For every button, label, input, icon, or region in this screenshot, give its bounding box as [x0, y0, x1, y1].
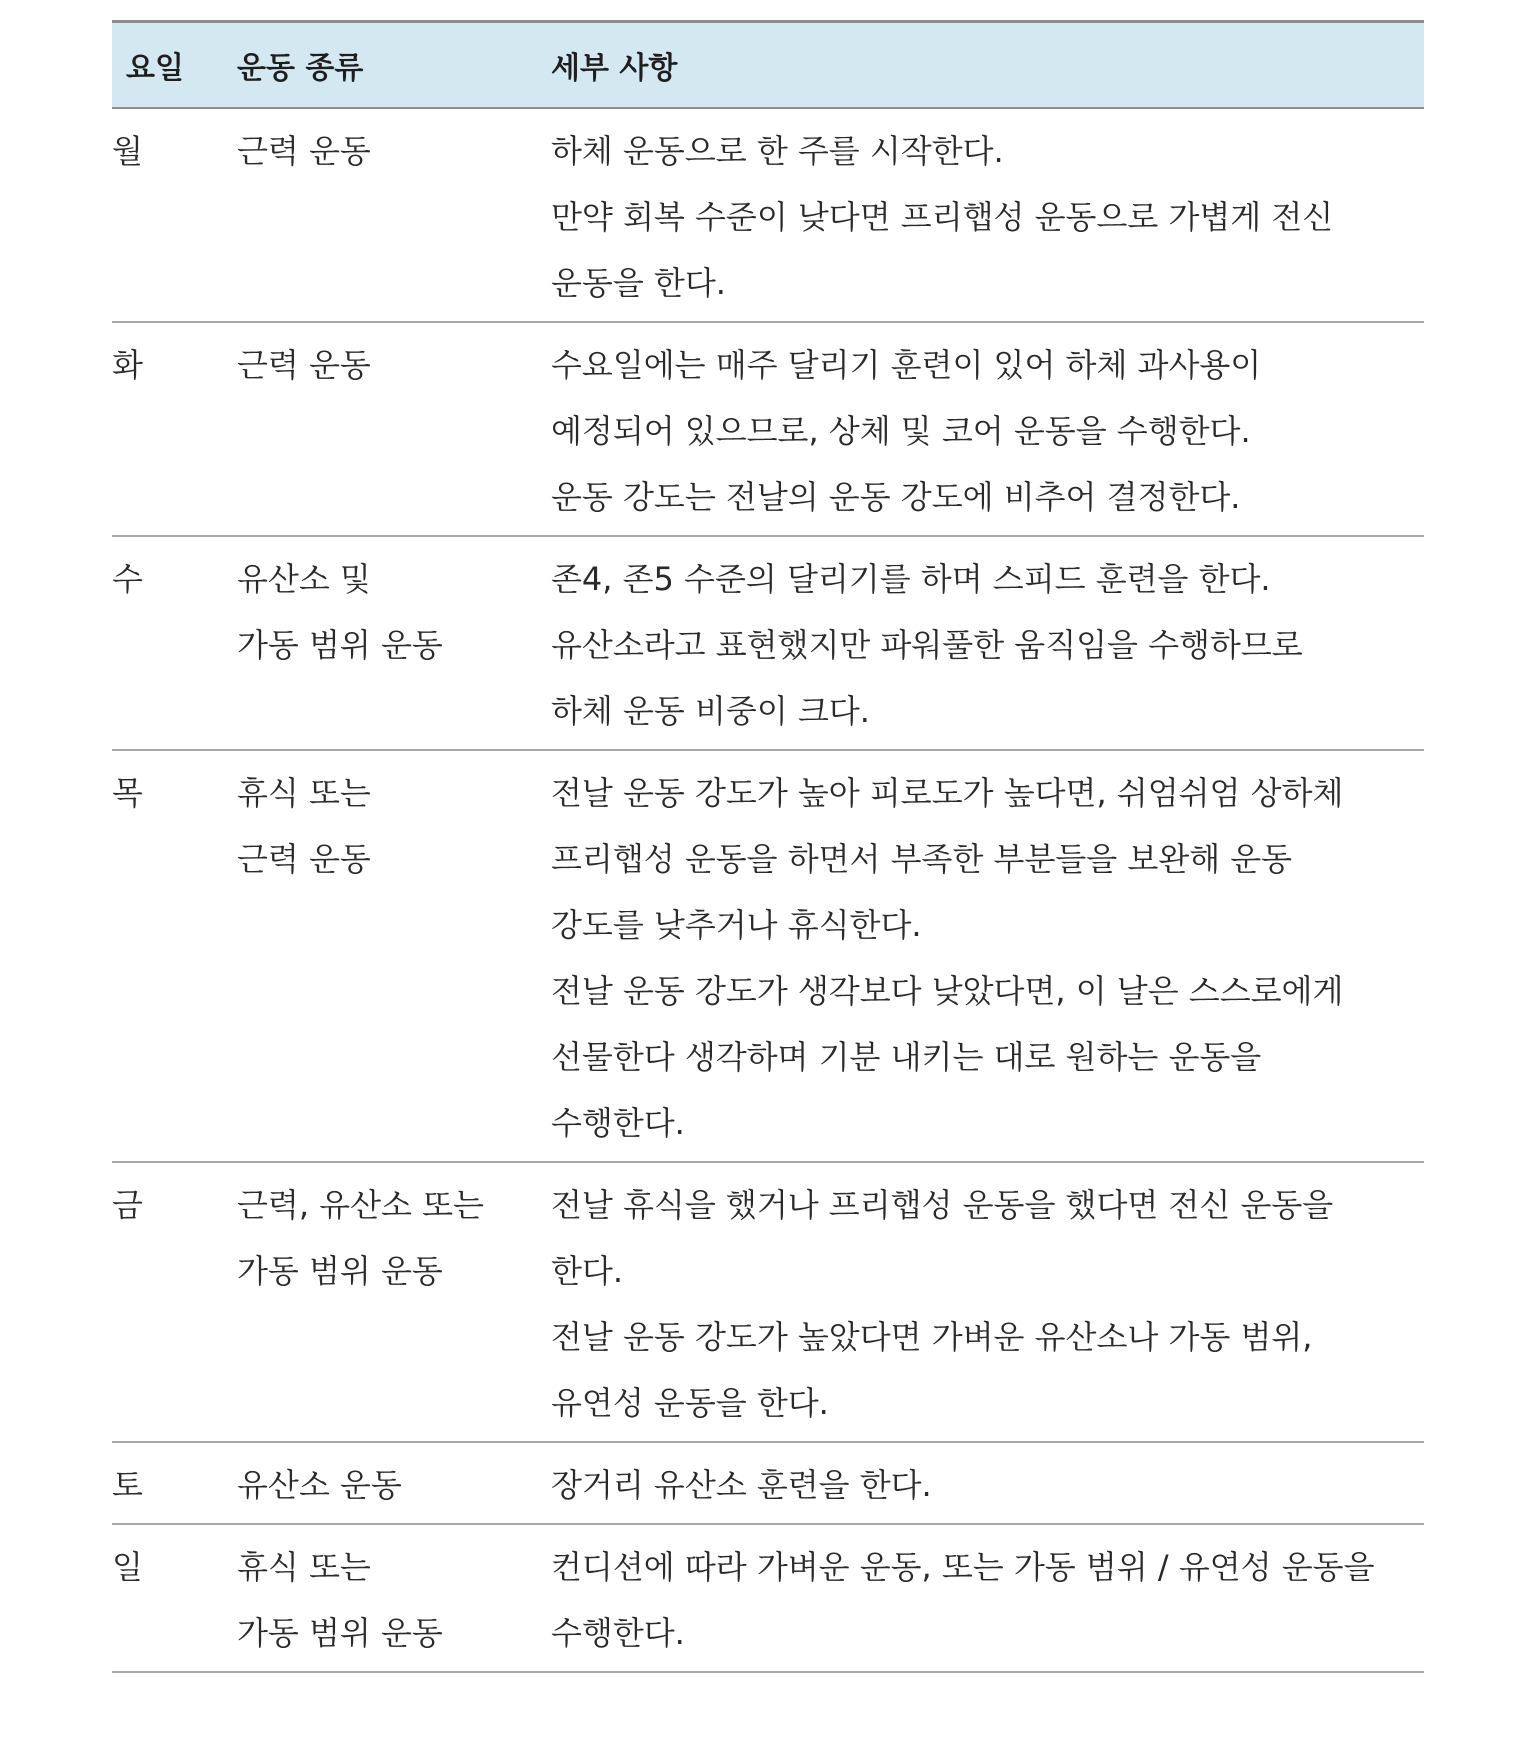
detail-line: 프리햅성 운동을 하면서 부족한 부분들을 보완해 운동: [551, 840, 1293, 878]
detail-line: 운동 강도는 전날의 운동 강도에 비추어 결정한다.: [551, 478, 1241, 516]
detail-line: 예정되어 있으므로, 상체 및 코어 운동을 수행한다.: [551, 412, 1251, 450]
exercise-type-line: 근력 운동: [237, 346, 371, 384]
exercise-type-cell: [237, 108, 551, 322]
exercise-type-line: 근력 운동: [237, 132, 371, 170]
table-row: [112, 322, 1424, 536]
exercise-type-line: 근력, 유산소 또는: [237, 1186, 484, 1224]
exercise-type-cell: [237, 536, 551, 750]
header-exercise-type: 운동 종류: [237, 22, 551, 109]
exercise-type-line: 휴식 또는: [237, 1548, 371, 1586]
detail-line: 전날 운동 강도가 높아 피로도가 높다면, 쉬엄쉬엄 상하체: [551, 774, 1344, 812]
day-label: 일: [112, 1548, 143, 1586]
detail-cell: [551, 1442, 1424, 1524]
exercise-type-line: 가동 범위 운동: [237, 1252, 443, 1290]
day-label: 수: [112, 560, 143, 598]
detail-line: 하체 운동 비중이 크다.: [551, 692, 870, 730]
detail-line: 존4, 존5 수준의 달리기를 하며 스피드 훈련을 한다.: [551, 560, 1271, 598]
detail-cell: [551, 322, 1424, 536]
detail-line: 수요일에는 매주 달리기 훈련이 있어 하체 과사용이: [551, 346, 1262, 384]
table-row: [112, 1442, 1424, 1524]
detail-line: 컨디션에 따라 가벼운 운동, 또는 가동 범위 / 유연성 운동을: [551, 1548, 1375, 1586]
header-details: 세부 사항: [551, 22, 1424, 109]
exercise-type-line: 유산소 및: [237, 560, 371, 598]
exercise-type-cell: [237, 750, 551, 1162]
weekly-workout-table: [112, 20, 1424, 1673]
day-cell: [112, 108, 237, 322]
detail-line: 수행한다.: [551, 1614, 685, 1652]
exercise-type-cell: [237, 1442, 551, 1524]
detail-line: 전날 운동 강도가 생각보다 낮았다면, 이 날은 스스로에게: [551, 972, 1344, 1010]
detail-line: 장거리 유산소 훈련을 한다.: [551, 1466, 932, 1504]
exercise-type-line: 유산소 운동: [237, 1466, 402, 1504]
exercise-type-line: 가동 범위 운동: [237, 626, 443, 664]
day-label: 목: [112, 774, 143, 812]
exercise-type-line: 근력 운동: [237, 840, 371, 878]
detail-line: 전날 휴식을 했거나 프리햅성 운동을 했다면 전신 운동을: [551, 1186, 1334, 1224]
day-label: 토: [112, 1466, 143, 1504]
detail-line: 전날 운동 강도가 높았다면 가벼운 유산소나 가동 범위,: [551, 1318, 1313, 1356]
day-cell: [112, 1442, 237, 1524]
detail-line: 선물한다 생각하며 기분 내키는 대로 원하는 운동을: [551, 1038, 1262, 1076]
table-row: [112, 1162, 1424, 1442]
exercise-type-cell: [237, 322, 551, 536]
exercise-type-cell: [237, 1524, 551, 1672]
detail-line: 한다.: [551, 1252, 623, 1290]
detail-line: 하체 운동으로 한 주를 시작한다.: [551, 132, 1004, 170]
detail-cell: [551, 1524, 1424, 1672]
table-header: [112, 22, 1424, 109]
header-day: 요일: [112, 22, 237, 109]
table-row: [112, 108, 1424, 322]
detail-line: 강도를 낮추거나 휴식한다.: [551, 906, 922, 944]
detail-line: 유산소라고 표현했지만 파워풀한 움직임을 수행하므로: [551, 626, 1303, 664]
day-cell: [112, 322, 237, 536]
header-row: [112, 22, 1424, 109]
table-row: [112, 536, 1424, 750]
day-label: 화: [112, 346, 143, 384]
exercise-type-line: 가동 범위 운동: [237, 1614, 443, 1652]
detail-cell: [551, 750, 1424, 1162]
exercise-type-cell: [237, 1162, 551, 1442]
day-label: 월: [112, 132, 143, 170]
detail-line: 유연성 운동을 한다.: [551, 1384, 829, 1422]
day-cell: [112, 1162, 237, 1442]
day-cell: [112, 1524, 237, 1672]
day-cell: [112, 750, 237, 1162]
detail-cell: [551, 1162, 1424, 1442]
exercise-type-line: 휴식 또는: [237, 774, 371, 812]
table-row: [112, 750, 1424, 1162]
day-cell: [112, 536, 237, 750]
table-body: [112, 108, 1424, 1672]
detail-line: 운동을 한다.: [551, 264, 726, 302]
table-row: [112, 1524, 1424, 1672]
detail-cell: [551, 536, 1424, 750]
detail-line: 수행한다.: [551, 1104, 685, 1142]
detail-cell: [551, 108, 1424, 322]
detail-line: 만약 회복 수준이 낮다면 프리햅성 운동으로 가볍게 전신: [551, 198, 1334, 236]
day-label: 금: [112, 1186, 143, 1224]
